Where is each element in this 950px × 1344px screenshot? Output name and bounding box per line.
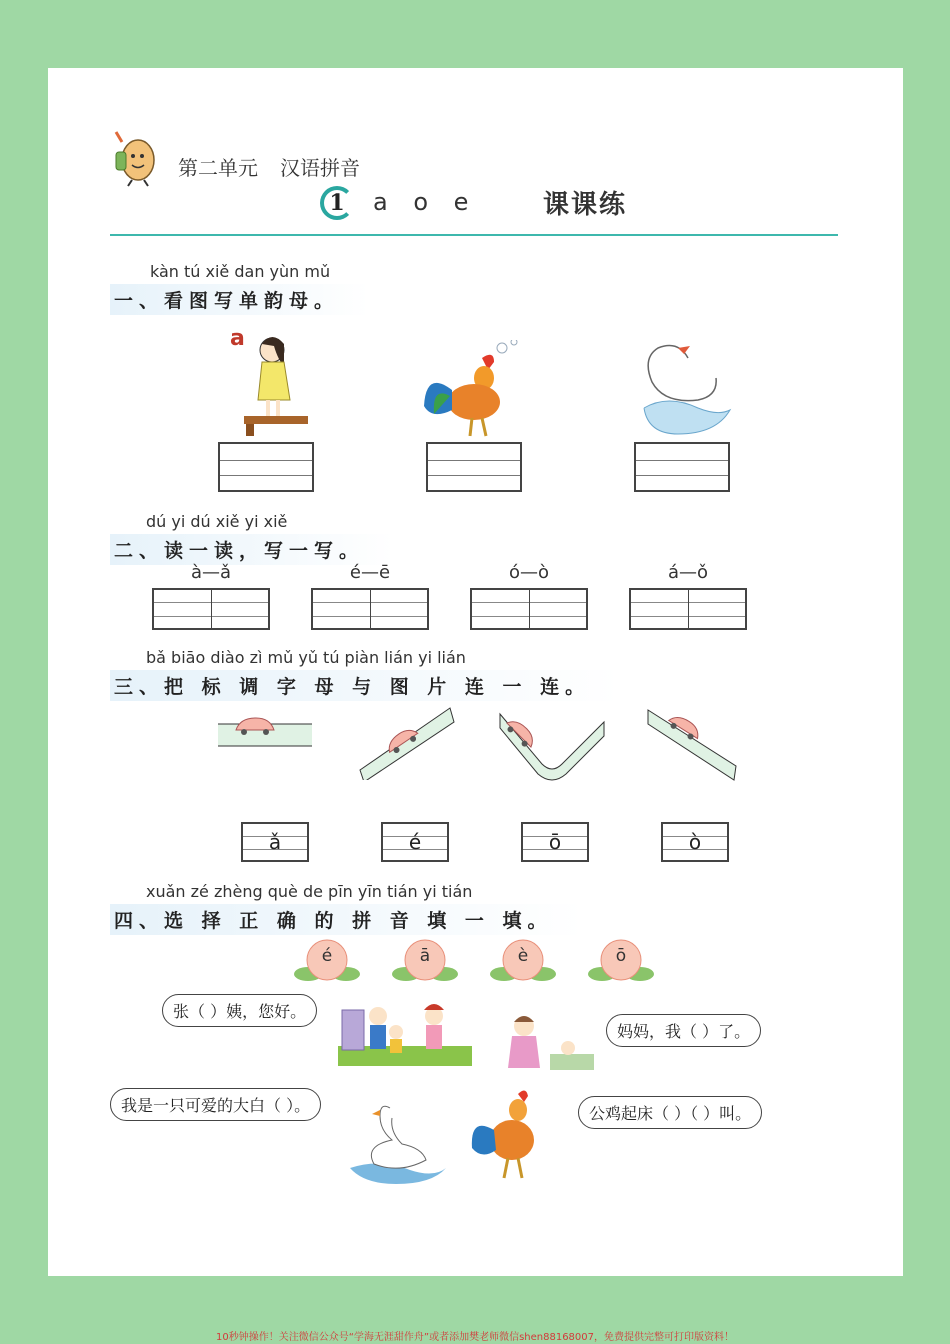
swan-on-water-icon <box>638 338 734 442</box>
mother-and-baby-icon <box>502 1014 598 1074</box>
write-grid-2[interactable] <box>311 588 429 630</box>
car-downhill-road-icon <box>644 702 740 782</box>
peach-label-1[interactable]: é <box>321 946 333 966</box>
car-valley-road-icon <box>496 702 608 782</box>
peach-label-4[interactable]: ō <box>615 946 627 966</box>
tone-letter-box-2[interactable]: é <box>381 822 449 862</box>
practice-label: 课课练 <box>543 190 628 220</box>
tone-letter-box-3[interactable]: ō <box>521 822 589 862</box>
lesson-letters: a o e <box>373 188 469 216</box>
unit-heading <box>178 152 360 181</box>
section2-title: 二、读一读，写一写。 <box>110 534 394 565</box>
speech-bubble-1: 张（ ）姨，您好。 <box>162 994 317 1027</box>
unit-subject: 汉语拼音 <box>280 156 360 180</box>
section2-pinyin: dú yi dú xiě yi xiě <box>146 512 288 531</box>
tone-letter-box-4[interactable]: ò <box>661 822 729 862</box>
speech-bubble-4: 公鸡起床（ ）（ ）叫。 <box>578 1096 762 1129</box>
write-grid-3[interactable] <box>470 588 588 630</box>
tone-pair-3: ó—ò <box>508 562 550 583</box>
write-grid-1[interactable] <box>152 588 270 630</box>
swan-icon <box>350 1100 446 1184</box>
write-grid-4[interactable] <box>629 588 747 630</box>
speech-bubble-3: 我是一只可爱的大白（ ）。 <box>110 1088 321 1121</box>
tone-pair-2: é—ē <box>349 562 391 583</box>
header-divider <box>110 234 838 236</box>
section4-pinyin: xuǎn zé zhèng què de pīn yīn tián yi tián <box>146 882 473 901</box>
tone-letter-box-1[interactable]: ǎ <box>241 822 309 862</box>
unit-number: 第二单元 <box>178 156 258 180</box>
footer-notice: 10秒钟操作！关注微信公众号“学海无涯甜作舟”或者添加樊老师微信shen88168007，免费提供完整可打印版资料！ <box>215 1332 735 1343</box>
worksheet-page <box>48 68 903 1276</box>
write-box-2[interactable] <box>426 442 522 492</box>
car-uphill-road-icon <box>356 700 456 780</box>
section3-pinyin: bǎ biāo diào zì mǔ yǔ tú piàn lián yi lián <box>146 648 466 667</box>
tone-pair-1: à—ǎ <box>190 562 232 583</box>
tone-pair-4: á—ǒ <box>667 562 709 583</box>
family-greeting-icon <box>338 1000 472 1066</box>
car-flat-road-icon <box>216 708 316 752</box>
peach-label-3[interactable]: è <box>517 946 529 966</box>
section3-title: 三、把 标 调 字 母 与 图 片 连 一 连。 <box>110 670 620 701</box>
write-box-1[interactable] <box>218 442 314 492</box>
girl-on-diving-board-icon <box>234 326 314 438</box>
lesson-number-badge: 1 <box>320 186 354 220</box>
section4-title: 四、选 择 正 确 的 拼 音 填 一 填。 <box>110 904 583 935</box>
rooster-icon <box>422 340 522 440</box>
sample-letter: a <box>230 326 245 351</box>
peach-label-2[interactable]: ā <box>419 946 431 966</box>
speech-bubble-2: 妈妈，我（ ）了。 <box>606 1014 761 1047</box>
write-box-3[interactable] <box>634 442 730 492</box>
section1-title: 一、看图写单韵母。 <box>110 284 369 315</box>
section1-pinyin: kàn tú xiě dan yùn mǔ <box>150 262 331 281</box>
egg-mascot-icon <box>108 130 160 188</box>
rooster-crowing-icon <box>468 1086 548 1180</box>
